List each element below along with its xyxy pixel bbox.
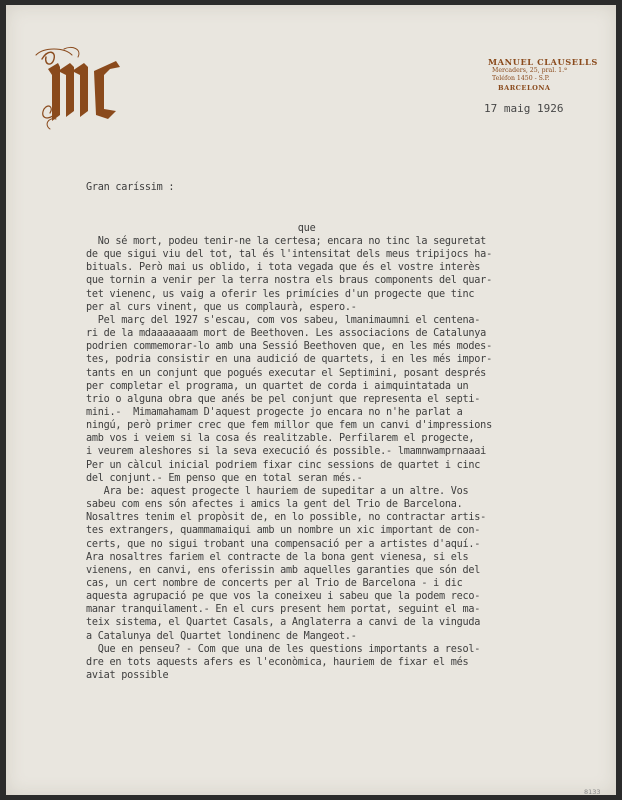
letter-line: Nosaltres tenim el propòsit de, en lo possible, no contractar artis- [86, 512, 487, 524]
letter-line: tes, podria consistir en una audició de quartets, i en les més impor- [86, 354, 492, 366]
letterhead-name: MANUEL CLAUSELLS [488, 57, 598, 67]
letter-line: tes extrangers, quammamaiqui amb un nombre un xic important de con- [86, 525, 481, 537]
letter-lines [86, 222, 606, 682]
letter-page [6, 5, 616, 795]
letter-line: No sé mort, podeu tenir-ne la certesa; encara no tinc la seguretat [86, 235, 487, 247]
letter-line: mini.- Mimamahamam D'aquest progecte jo encara no n'he parlat a [86, 406, 463, 418]
letter-line: a Catalunya del Quartet londinenc de Mangeot.- [86, 630, 357, 642]
letter-line: cas, un cert nombre de concerts per al Trio de Barcelona - i dic [86, 578, 463, 589]
letter-line: que [86, 222, 316, 234]
letter-line: vienens, en canvi, ens oferissin amb aquelles garanties que són del [86, 564, 481, 576]
letter-line: tants en un conjunt que pogués executar el Septimini, posant després [86, 367, 487, 379]
letter-line: tet vienenc, us vaig a oferir les primícies d'un progecte que tinc [86, 288, 475, 300]
letter-line: Que en penseu? - Com que una de les questions importants a resol- [86, 643, 481, 655]
letterhead-phone: Teléfon 1450 - S.P. [492, 75, 550, 83]
letter-line: bituals. Però mai us oblido, i tota vegada que és el vostre interès [86, 262, 481, 274]
letter-line: que tornin a venir per la terra nostra els braus components del quar- [86, 275, 492, 287]
monogram-logo [34, 45, 134, 131]
letter-body [86, 155, 606, 709]
letterhead [478, 57, 608, 92]
letter-line: Per un càlcul inicial podriem fixar cinc sessions de quartet i cinc [86, 459, 481, 471]
letter-line: amb vos i veiem si la cosa és realitzable. Perfilarem el progecte, [86, 433, 475, 445]
salutation: Gran caríssim : [86, 182, 175, 194]
letter-line: per completar el programa, un quartet de corda i aimquintatada un [86, 380, 469, 392]
letter-line: sabeu com ens són afectes i amics la gent del Trio de Barcelona. [86, 499, 463, 511]
letter-line: Ara be: aquest progecte l hauriem de supeditar a un altre. Vos [86, 485, 469, 497]
letter-line: ningú, però primer crec que fem millor que fem un canvi d'impressions [86, 420, 492, 432]
letter-line: del conjunt.- Em penso que en total seran més.- [86, 472, 363, 484]
letter-line: aviat possible [86, 670, 169, 682]
letter-line: podrien commemorar-lo amb una Sessió Beethoven que, en les més modes- [86, 341, 492, 353]
letter-line: Pel març del 1927 s'escau, com vos sabeu, lmanimaumni el centena- [86, 314, 481, 326]
letter-date: 17 maig 1926 [484, 102, 564, 115]
letter-line: dre en tots aquests afers es l'econòmica, hauriem de fixar el més [86, 656, 469, 668]
letter-line: Ara nosaltres fariem el contracte de la bona gent vienesa, si els [86, 551, 469, 563]
letter-line: aquesta agrupació pe que vos la coneixeu i sabeu que la podem reco- [86, 591, 481, 603]
letter-line: per al curs vinent, que us complaurà, espero.- [86, 301, 357, 313]
letter-line: trio o alguna obra que anés be pel conjunt que representa el septi- [86, 393, 481, 405]
archive-reference: 8133 [584, 788, 601, 796]
letterhead-address: Mercaders, 25, pral. 1.ª [492, 67, 567, 74]
letter-line: certs, que no sigui trobant una compensació per a artistes d'aquí.- [86, 538, 481, 550]
letter-line: manar tranquilament.- En el curs present hem portat, seguint el ma- [86, 604, 481, 616]
letter-line: i veurem aleshores si la seva execució és possible.- lmamnwamprnaaai [86, 446, 487, 458]
letter-line: ri de la mdaaaaaaam mort de Beethoven. Les associacions de Catalunya [86, 328, 487, 340]
letter-line: de que sigui viu del tot, tal és l'intensitat dels meus tripijocs ha- [86, 249, 492, 261]
letter-line: teix sistema, el Quartet Casals, a Anglaterra a canvi de la vinguda [86, 617, 481, 629]
letterhead-city: BARCELONA [498, 83, 551, 92]
